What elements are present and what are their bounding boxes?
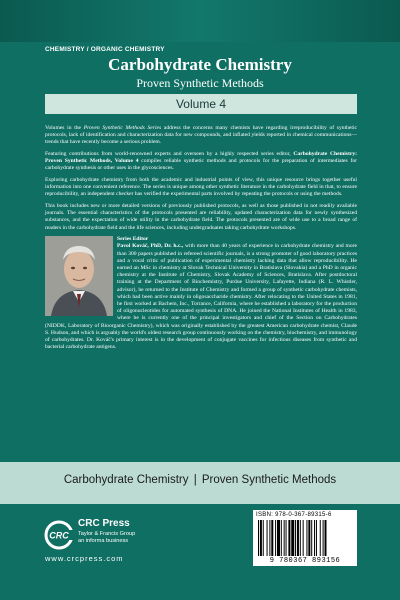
series-footer-left: Carbohydrate Chemistry [63,474,189,486]
barcode-bar [297,520,299,556]
barcode-bar [258,520,259,556]
back-cover-text [45,125,357,351]
barcode-bar [291,520,294,556]
editor-portrait [45,236,113,316]
barcode-bar [325,520,327,556]
barcode-bar [295,520,296,556]
barcode-bar [277,520,280,556]
paragraph-2: Featuring contributions from world-renowned experts and overseen by a highly respected series editor, Carbohydrate Chemistry: Proven Synthetic Methods, Volume 4 compiles reliable synthetic methods and protocols for the preparation of intermediates for carbohydrate synthesis or other uses in the glycosciences. [45,151,357,172]
barcode-bar [267,520,268,556]
barcode-bar [303,520,304,556]
publisher-name: CRC Press [78,518,130,529]
barcode-bar [263,520,264,556]
barcode-bar [300,520,301,556]
book-subtitle: Proven Synthetic Methods [136,76,264,90]
barcode-bar [311,520,312,556]
series-footer [0,474,400,486]
series-footer-separator: | [193,474,197,486]
barcode-icon [258,520,352,556]
barcode-bar [260,520,262,556]
series-editor-heading: Series Editor [117,236,149,243]
barcode-bar [269,520,270,556]
publisher-website: www.crcpress.com [45,554,124,563]
barcode-bar [288,520,290,556]
barcode-digits: 9 780367 893156 [269,557,341,565]
editor-name: Pavol Kováč, PhD, Dr. h.c., [117,243,184,250]
isbn-text: ISBN: 978-0-367-89315-6 [256,512,332,518]
portrait-image [45,236,113,316]
barcode-bar [306,520,307,556]
publisher-group: Taylor & Francis Group an informa business [78,531,136,544]
paragraph-4: This book includes new or more detailed versions of previously published protocols, as well as those published in not readily available journals. The essential characteristics of the protocols presented are reliability, updated characterization data for newly synthesized substances, and the expectation of wide utility in the carbohydrate field. The protocols presented are of wide use to a broad range of readers in the carbohydrate field and the life sciences, including undergraduates taking carbohydrate workshops. [45,203,357,231]
paragraph-1: Volumes in the Proven Synthetic Methods Series address the concerns many chemists have regarding irreproducibility of synthetic protocols, lack of identification and characterization data for new compounds, and inflated yields reported in chemical communications—trends that have recently become a serious problem. [45,125,357,146]
barcode-bar [323,520,324,556]
book-title: Carbohydrate Chemistry [108,55,292,74]
paragraph-3: Exploring carbohydrate chemistry from both the academic and industrial points of view, this unique resource brings together useful information into one convenient reference. The series is unique among other synthetic literature in the carbohydrate field in that, to ensure reproducibility, an independent checker has verified the experimental parts involved by repeating the protocols or using the methods. [45,177,357,198]
barcode-bar [308,520,310,556]
editor-bio: with more than 40 years of experience in carbohydrate chemistry and more than 300 papers published in refereed scientific journals, is a strong promoter of good laboratory practices and a vocal critic of publication of experimental chemistry lacking data that allow reproducibility. He earned an MSc in chemistry at Slovak Technical University in Bratislava (Slovakia) and a PhD in organic chemistry at the Institute of Chemistry, Slovak Academy of Sciences, Bratislava. After postdoctoral training at the Department of Biochemistry, Purdue University, Lafayette, Indiana (R. L. Whistler, advisor), he returned to the Institute of Chemistry and formed a group of synthetic carbohydrate chemists, which had been active mainly in oligosaccharide chemistry. After relocating to the United States in 1981, he first worked at Bachem, Inc., Torrance, California, where he established a laboratory for the production of oligonucleotides for automated synthesis of DNA. He joined the National Institutes of Health in 1983, where he is currently one of the principal investigators and chief of the Section on Carbohydrates (NIDDK, Laboratory of Bioorganic Chemistry), which was originally established by the greatest American carbohydrate chemist, Claude S. Hudson, and which is arguably the world's oldest research group continuously working on the chemistry, biochemistry, and immunology of carbohydrates. Dr. Kováč's primary interest is in the development of conjugate vaccines for infectious diseases from synthetic and bacterial carbohydrate antigens. [45,243,357,351]
series-editor-section [45,236,357,351]
crc-logo-icon [44,520,74,550]
barcode-bar [284,520,285,556]
series-footer-right: Proven Synthetic Methods [201,474,337,486]
barcode-bar [271,520,273,556]
logo-text: CRC [49,530,69,541]
category-label: CHEMISTRY / ORGANIC CHEMISTRY [45,46,165,53]
barcode-bar [320,520,321,556]
barcode-bar [275,520,276,556]
barcode-bar [314,520,315,556]
barcode-bar [286,520,287,556]
top-band [0,0,400,42]
barcode-bar [316,520,317,556]
volume-label: Volume 4 [45,94,357,114]
barcode-bar [281,520,282,556]
